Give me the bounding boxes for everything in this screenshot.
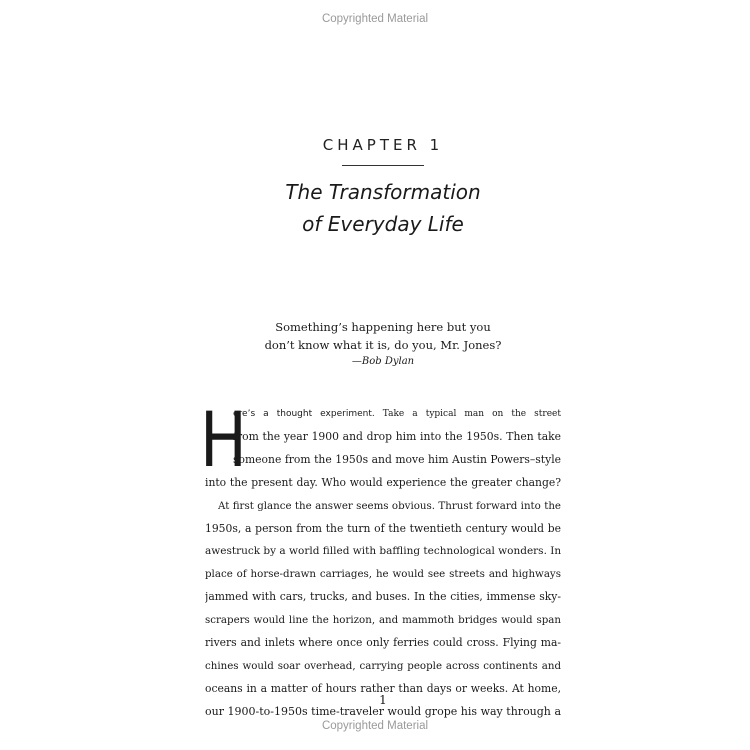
body-line: our 1900-to-1950s time-traveler would grope his way through a — [205, 704, 561, 718]
body-line: scrapers would line the horizon, and mammoth bridges would span — [205, 614, 561, 627]
body-line: from the year 1900 and drop him into the 1950s. Then take — [233, 429, 561, 443]
chapter-title-line-1: The Transformation — [285, 180, 481, 204]
body-line: rivers and inlets where once only ferries could cross. Flying ma- — [205, 636, 561, 649]
epigraph-line-2: don’t know what it is, do you, Mr. Jones? — [264, 338, 502, 352]
body-line: place of horse-drawn carriages, he would see streets and highways — [205, 568, 561, 581]
body-line-rest: Take a typical man on the street — [382, 409, 561, 419]
copyright-watermark-bottom: Copyrighted Material — [321, 720, 429, 732]
body-line: oceans in a matter of hours rather than days or weeks. At home, — [205, 681, 561, 695]
page-number: 1 — [379, 693, 387, 707]
chapter-divider — [342, 165, 424, 166]
epigraph-attribution: —Bob Dylan — [351, 356, 415, 367]
body-line: awestruck by a world filled with baffling technological wonders. In — [205, 545, 561, 558]
chapter-label: CHAPTER 1 — [322, 136, 444, 154]
body-line: jammed with cars, trucks, and buses. In the cities, immense sky- — [205, 590, 561, 604]
body-line: At first glance the answer seems obvious. Thrust forward into the — [218, 499, 561, 512]
chapter-title — [0, 176, 750, 240]
chapter-title-line-2: of Everyday Life — [302, 212, 464, 236]
body-line: 1950s, a person from the turn of the twentieth century would be — [205, 521, 561, 535]
copyright-watermark-top: Copyrighted Material — [321, 13, 429, 25]
body-line: someone from the 1950s and move him Austin Powers–style — [233, 452, 561, 466]
body-line: into the present day. Who would experience the greater change? — [205, 475, 561, 489]
epigraph-line-1: Something’s happening here but you — [275, 320, 491, 334]
body-line — [233, 403, 561, 426]
lead-in-phrase: ere’s a thought experiment. — [233, 409, 375, 419]
drop-cap: H — [200, 395, 247, 484]
body-line: chines would soar overhead, carrying people across continents and — [205, 659, 561, 672]
epigraph — [0, 318, 750, 370]
